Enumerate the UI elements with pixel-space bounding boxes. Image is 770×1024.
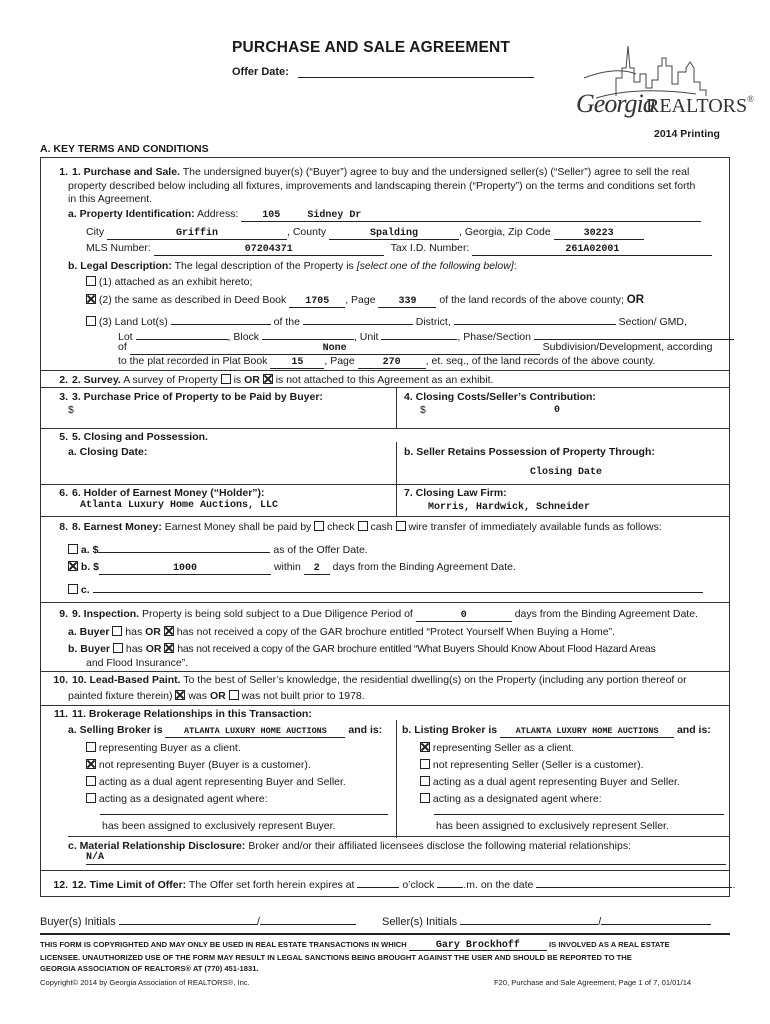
seller-initials-2[interactable] bbox=[601, 913, 711, 925]
divider bbox=[396, 484, 397, 516]
divider bbox=[40, 484, 730, 485]
section-a-heading: A. KEY TERMS AND CONDITIONS bbox=[40, 143, 209, 155]
divider bbox=[68, 836, 730, 837]
s6-line: 6. 6. Holder of Earnest Money (“Holder”): bbox=[59, 487, 265, 499]
listing-opt4-checkbox[interactable] bbox=[420, 793, 430, 803]
law-firm-field[interactable]: Morris, Hardwick, Schneider bbox=[428, 502, 591, 513]
land-lot-field[interactable] bbox=[171, 313, 271, 325]
s9a-line: a. Buyer has OR has not received a copy of the GAR brochure entitled “Protect Yourself When Buying a Home”. bbox=[68, 626, 616, 638]
s1a-label: a. Property Identification: bbox=[68, 208, 195, 220]
legal-opt1-checkbox[interactable] bbox=[86, 276, 96, 286]
divider bbox=[40, 428, 730, 429]
selling-opt-not-representing: not representing Buyer (Buyer is a customer). bbox=[86, 757, 346, 774]
s12-line: 12. 12. Time Limit of Offer: The Offer set forth herein expires at o’clock .m. on the date . bbox=[40, 876, 735, 892]
earnest-cash-checkbox[interactable] bbox=[358, 521, 368, 531]
divider bbox=[40, 602, 730, 603]
listing-opt2-checkbox[interactable] bbox=[420, 759, 430, 769]
s1b-lot-line: Lot , Block , Unit , Phase/Section bbox=[118, 328, 734, 344]
expire-hour-field[interactable] bbox=[357, 876, 399, 888]
brochure-a-has-not-checkbox[interactable] bbox=[164, 626, 174, 636]
deed-book-field[interactable]: 1705 bbox=[289, 296, 345, 308]
s8b-line: b. $ 1000 within 2 days from the Binding Agreement Date. bbox=[68, 561, 516, 575]
divider bbox=[40, 671, 730, 672]
s1b-opt3: (3) Land Lot(s) of the District, Section/ GMD, bbox=[86, 313, 687, 329]
holder-field[interactable]: Atlanta Luxury Home Auctions, LLC bbox=[80, 500, 279, 511]
s11-line: 11. 11. Brokerage Relationships in this Transaction: bbox=[53, 708, 312, 720]
footer-line3: GEORGIA ASSOCIATION OF REALTORS® AT (770) 451-1831. bbox=[40, 964, 259, 973]
footer-line1: THIS FORM IS COPYRIGHTED AND MAY ONLY BE USED IN REAL ESTATE TRANSACTIONS IN WHICH Gary Brockhoff IS INVOLVED AS A REAL ESTATE bbox=[40, 940, 670, 951]
address-label: Address: bbox=[196, 208, 239, 220]
offer-date-label: Offer Date: bbox=[232, 66, 289, 78]
s1-line1: 1. 1. Purchase and Sale. The undersigned buyer(s) (“Buyer”) agree to buy and the undersigned seller(s) (“Seller”) agree to sell the real bbox=[59, 166, 690, 178]
survey-is-checkbox[interactable] bbox=[221, 374, 231, 384]
expire-ampm-field[interactable] bbox=[437, 876, 463, 888]
s5-line: 5. 5. Closing and Possession. bbox=[59, 431, 208, 443]
s11a-line: a. Selling Broker is ATLANTA LUXURY HOME AUCTIONS and is: bbox=[68, 724, 383, 736]
s1b-line: b. Legal Description: The legal description of the Property is [select one of the following below]: bbox=[68, 260, 517, 272]
divider bbox=[396, 387, 397, 429]
buyer-initials-1[interactable] bbox=[119, 913, 257, 925]
s4-currency: $ bbox=[420, 404, 426, 416]
s1-mls-line: MLS Number: 07204371 Tax I.D. Number: 261A02001 bbox=[86, 242, 712, 256]
brochure-b-has-not-checkbox[interactable] bbox=[164, 643, 174, 653]
selling-opt2-checkbox[interactable] bbox=[86, 759, 96, 769]
address-street-field[interactable]: Sidney Dr bbox=[301, 210, 701, 222]
s11c-line: c. Material Relationship Disclosure: Broker and/or their affiliated licensees disclose the following material relationships: bbox=[68, 840, 631, 852]
divider bbox=[40, 870, 730, 871]
s2-line: 2. 2. Survey. A survey of Property is OR is not attached to this Agreement as an exhibit. bbox=[59, 374, 494, 386]
s1-text1: The undersigned buyer(s) (“Buyer”) agree to buy and the undersigned seller(s) (“Seller”) agree to sell the real bbox=[182, 166, 690, 178]
brochure-a-has-checkbox[interactable] bbox=[112, 626, 122, 636]
selling-broker-field[interactable]: ATLANTA LUXURY HOME AUCTIONS bbox=[165, 726, 345, 738]
earnest-b-amount-field[interactable]: 1000 bbox=[99, 563, 271, 575]
selling-opt4-checkbox[interactable] bbox=[86, 793, 96, 803]
s1b-plat-line: to the plat recorded in Plat Book 15 , Page 270 , et. seq., of the land records of the above county. bbox=[118, 355, 656, 368]
section-gmd-field[interactable] bbox=[454, 313, 616, 325]
earnest-c-field[interactable] bbox=[93, 581, 703, 593]
s11a-options bbox=[86, 740, 346, 808]
phase-field[interactable] bbox=[534, 328, 734, 340]
lot-field[interactable] bbox=[136, 328, 228, 340]
footer-form-id: F20, Purchase and Sale Agreement, Page 1 of 7, 01/01/14 bbox=[494, 978, 692, 987]
s8c-line: c. bbox=[68, 581, 703, 597]
address-number-field[interactable]: 105 bbox=[241, 210, 301, 222]
s7-label: 7. Closing Law Firm: bbox=[404, 487, 507, 499]
deed-page-field[interactable]: 339 bbox=[378, 296, 436, 308]
lead-was-not-checkbox[interactable] bbox=[229, 690, 239, 700]
possession-field[interactable]: Closing Date bbox=[530, 467, 603, 478]
lead-was-checkbox[interactable] bbox=[175, 690, 185, 700]
plat-book-field[interactable]: 15 bbox=[270, 357, 324, 369]
survey-is-not-checkbox[interactable] bbox=[263, 374, 273, 384]
listing-opt-designated: acting as a designated agent where: bbox=[420, 791, 680, 808]
footer-copyright: Copyright© 2014 by Georgia Association of REALTORS®, Inc. bbox=[40, 978, 250, 987]
georgia-realtors-logo bbox=[576, 38, 754, 124]
s4-label: 4. Closing Costs/Seller’s Contribution: bbox=[404, 391, 596, 403]
county-field[interactable]: Spalding bbox=[329, 228, 459, 240]
zip-field[interactable]: 30223 bbox=[554, 228, 644, 240]
material-relationship-field[interactable]: N/A bbox=[86, 852, 726, 865]
licensee-field[interactable]: Gary Brockhoff bbox=[409, 940, 547, 951]
s5a-label: a. Closing Date: bbox=[68, 446, 148, 458]
offer-date-field[interactable] bbox=[298, 66, 534, 78]
listing-opt-dual: acting as a dual agent representing Buyer and Seller. bbox=[420, 774, 680, 791]
s1-text3: in this Agreement. bbox=[68, 193, 153, 205]
s9b-line2: and Flood Insurance”. bbox=[86, 657, 189, 669]
closing-costs-field[interactable]: 0 bbox=[554, 405, 561, 416]
divider bbox=[40, 370, 730, 371]
divider bbox=[40, 387, 730, 388]
city-field[interactable]: Griffin bbox=[107, 228, 287, 240]
s1a-line bbox=[68, 208, 701, 222]
divider bbox=[396, 720, 397, 838]
s10-line: 10. 10. Lead-Based Paint. To the best of Seller’s knowledge, the residential dwelling(s) on the Property (including any portion thereof or bbox=[53, 674, 687, 686]
s3-line: 3. 3. Purchase Price of Property to be Paid by Buyer: bbox=[59, 391, 323, 403]
printing-label: 2014 Printing bbox=[654, 128, 720, 140]
district-field[interactable] bbox=[303, 313, 413, 325]
selling-designated-field[interactable] bbox=[100, 803, 388, 815]
s1-text2: property described below including all fixtures, improvements and landscaping therein (“Property”) on the terms and conditions set forth bbox=[68, 180, 696, 192]
legal-opt3-checkbox[interactable] bbox=[86, 316, 96, 326]
unit-field[interactable] bbox=[381, 328, 457, 340]
logo-georgia-text: Georgia bbox=[576, 89, 655, 118]
page-title: PURCHASE AND SALE AGREEMENT bbox=[232, 39, 511, 56]
s1-label: 1. Purchase and Sale. bbox=[72, 166, 180, 178]
block-field[interactable] bbox=[262, 328, 354, 340]
listing-designated-field[interactable] bbox=[434, 803, 724, 815]
expire-date-field[interactable] bbox=[536, 876, 732, 888]
plat-page-field[interactable]: 270 bbox=[358, 357, 426, 369]
listing-assigned-text: has been assigned to exclusively represent Seller. bbox=[436, 820, 669, 832]
s5b-label: b. Seller Retains Possession of Property Through: bbox=[404, 446, 655, 458]
legal-opt2-checkbox[interactable] bbox=[86, 294, 96, 304]
divider bbox=[396, 442, 397, 484]
selling-assigned-text: has been assigned to exclusively represent Buyer. bbox=[102, 820, 336, 832]
footer-divider bbox=[40, 933, 730, 935]
listing-opt1-checkbox[interactable] bbox=[420, 742, 430, 752]
divider bbox=[40, 705, 730, 706]
buyer-initials-2[interactable] bbox=[260, 913, 356, 925]
s9-line: 9. 9. Inspection. Property is being sold subject to a Due Diligence Period of 0 days from the Binding Agreement Date. bbox=[59, 608, 698, 621]
seller-initials-row: Seller(s) Initials / bbox=[382, 913, 711, 930]
purchase-price-field[interactable] bbox=[78, 403, 378, 417]
selling-opt-designated: acting as a designated agent where: bbox=[86, 791, 346, 808]
seller-initials-1[interactable] bbox=[460, 913, 598, 925]
selling-opt-dual: acting as a dual agent representing Buyer and Seller. bbox=[86, 774, 346, 791]
s1b-opt1: (1) attached as an exhibit hereto; bbox=[86, 276, 252, 289]
divider bbox=[40, 516, 730, 517]
selling-opt-representing: representing Buyer as a client. bbox=[86, 740, 346, 757]
earnest-wire-checkbox[interactable] bbox=[396, 521, 406, 531]
earnest-check-checkbox[interactable] bbox=[314, 521, 324, 531]
s1-city-line: City Griffin , County Spalding , Georgia, Zip Code 30223 bbox=[86, 226, 644, 240]
earnest-b-checkbox[interactable] bbox=[68, 561, 78, 571]
earnest-c-checkbox[interactable] bbox=[68, 584, 78, 594]
logo-realtors-text: REALTORS® bbox=[646, 94, 754, 117]
s1b-opt2: (2) the same as described in Deed Book 1705 , Page 339 of the land records of the above county; OR bbox=[86, 293, 644, 308]
brochure-b-has-checkbox[interactable] bbox=[113, 643, 123, 653]
s1b-subdivision-line: of None Subdivision/Development, according bbox=[118, 341, 713, 354]
earnest-a-amount-field[interactable] bbox=[98, 541, 270, 553]
mls-field[interactable]: 07204371 bbox=[154, 244, 384, 256]
s9b-line: b. Buyer has OR has not received a copy of the GAR brochure entitled “What Buyers Should Know About Flood Hazard Areas bbox=[68, 643, 656, 655]
subdivision-field[interactable]: None bbox=[130, 343, 540, 355]
s10-line2: painted fixture therein) was OR was not built prior to 1978. bbox=[68, 690, 365, 702]
s3-currency: $ bbox=[68, 404, 74, 416]
listing-opt3-checkbox[interactable] bbox=[420, 776, 430, 786]
earnest-days-field[interactable]: 2 bbox=[304, 563, 330, 575]
tax-id-field[interactable]: 261A02001 bbox=[472, 244, 712, 256]
listing-opt-representing: representing Seller as a client. bbox=[420, 740, 680, 757]
listing-broker-field[interactable]: ATLANTA LUXURY HOME AUCTIONS bbox=[500, 726, 674, 738]
footer-line2: LICENSEE. UNAUTHORIZED USE OF THE FORM MAY RESULT IN LEGAL SANCTIONS BEING BROUGHT AGAINST THE USER AND SHOULD BE REPORTED TO THE bbox=[40, 953, 632, 962]
s11b-line: b. Listing Broker is ATLANTA LUXURY HOME AUCTIONS and is: bbox=[402, 724, 711, 736]
selling-opt1-checkbox[interactable] bbox=[86, 742, 96, 752]
buyer-initials-row: Buyer(s) Initials / bbox=[40, 913, 356, 930]
s8-line: 8. 8. Earnest Money: Earnest Money shall be paid by check cash wire transfer of immediately available funds as follows: bbox=[59, 521, 662, 533]
listing-opt-not-representing: not representing Seller (Seller is a customer). bbox=[420, 757, 680, 774]
earnest-a-checkbox[interactable] bbox=[68, 544, 78, 554]
s11b-options bbox=[420, 740, 680, 808]
due-diligence-days-field[interactable]: 0 bbox=[416, 610, 512, 622]
selling-opt3-checkbox[interactable] bbox=[86, 776, 96, 786]
s8a-line: a. $ as of the Offer Date. bbox=[68, 541, 368, 557]
